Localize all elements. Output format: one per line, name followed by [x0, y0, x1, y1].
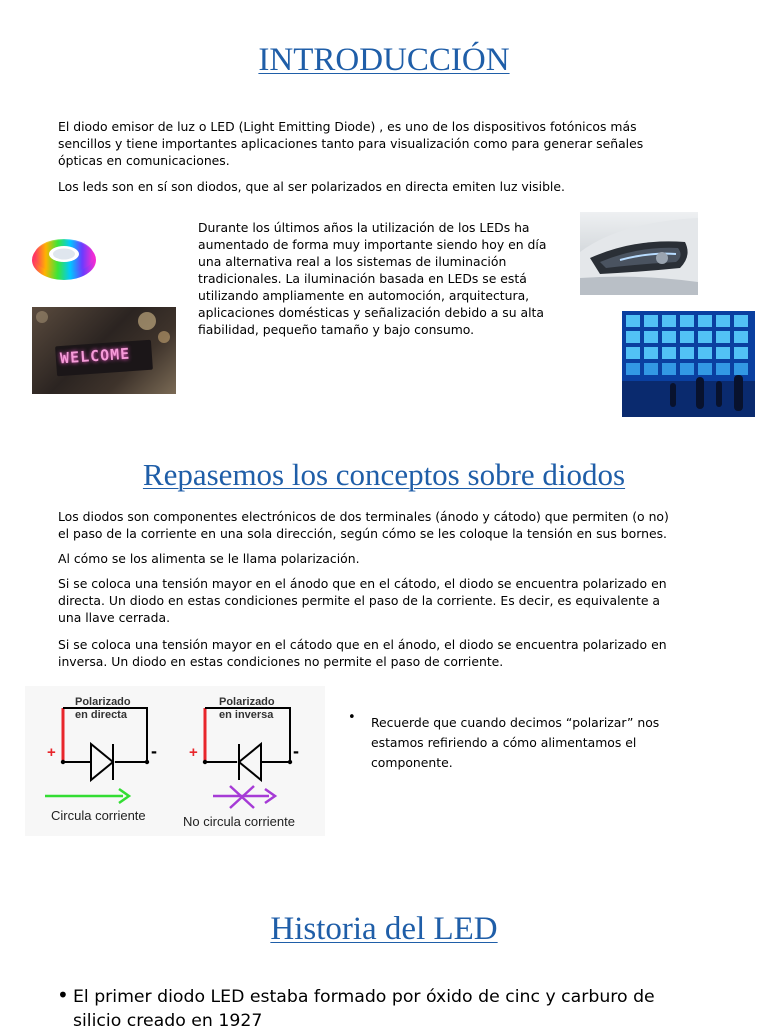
- forward-plus-sign: +: [47, 744, 56, 761]
- led-strip-reel-image: [30, 230, 98, 284]
- concepts-paragraph-4: Si se coloca una tensión mayor en el cátodo que en el ánodo, el diodo se encuentra polarizado en inversa. Un diodo en estas condiciones no permite el paso de corriente.: [58, 637, 667, 669]
- intro-paragraph-2: Los leds son en sí son diodos, que al ser polarizados en directa emiten luz visible.: [58, 179, 565, 194]
- note-bullet: •: [348, 710, 356, 725]
- intro-paragraph-1: El diodo emisor de luz o LED (Light Emitting Diode) , es uno de los dispositivos fotónicos más sencillos y tiene importantes aplicaciones tanto para visualización como para generar señales ópticas en comunicaciones.: [58, 119, 644, 168]
- history-title: Historia del LED: [270, 911, 498, 947]
- reverse-title-line-2: en inversa: [219, 709, 274, 721]
- blue-light-room-image: [622, 311, 755, 417]
- diode-polarization-diagram: [25, 686, 325, 836]
- concepts-title: Repasemos los conceptos sobre diodos: [142, 457, 626, 492]
- reverse-minus-sign: -: [293, 741, 299, 761]
- forward-caption: Circula corriente: [51, 808, 146, 823]
- reverse-caption: No circula corriente: [183, 814, 295, 829]
- intro-title: INTRODUCCIÓN: [258, 42, 510, 78]
- reverse-bias-circuit: [203, 708, 292, 808]
- car-headlight-image: [580, 212, 698, 295]
- forward-bias-circuit: [45, 708, 149, 803]
- concepts-paragraph-3: Si se coloca una tensión mayor en el ánodo que en el cátodo, el diodo se encuentra polarizado en directa. Un diodo en estas condiciones permite el paso de la corriente. Es decir, es equivalente a una llave cerrada.: [58, 576, 667, 625]
- concepts-paragraph-1: Los diodos son componentes electrónicos de dos terminales (ánodo y cátodo) que permiten (o no) el paso de la corriente en una sola dirección, según cómo se les coloque la tensión en sus bornes.: [58, 509, 669, 541]
- note-text: Recuerde que cuando decimos “polarizar” nos estamos refiriendo a cómo alimentamos el componente.: [371, 715, 660, 770]
- forward-title-line-1: Polarizado: [75, 696, 131, 708]
- intro-paragraph-3: Durante los últimos años la utilización de los LEDs ha aumentado de forma muy importante siendo hoy en día una alternativa real a los sistemas de iluminación tradicionales. La iluminación basada en LEDs se está utilizando ampliamente en automoción, arquitectura, aplicaciones domésticas y señalización debido a su alta fiabilidad, pequeño tamaño y bajo consumo.: [198, 220, 547, 337]
- reverse-plus-sign: +: [189, 744, 198, 761]
- reverse-title-line-1: Polarizado: [219, 696, 275, 708]
- concepts-paragraph-2: Al cómo se los alimenta se le llama polarización.: [58, 551, 360, 566]
- welcome-sign-text: WELCOME: [59, 344, 131, 368]
- history-item-text: El primer diodo LED estaba formado por óxido de cinc y carburo de silicio creado en 1927: [73, 987, 655, 1031]
- welcome-sign-image: [32, 307, 176, 394]
- forward-minus-sign: -: [151, 741, 157, 761]
- forward-title-line-2: en directa: [75, 709, 127, 721]
- history-bullet: •: [57, 983, 69, 1007]
